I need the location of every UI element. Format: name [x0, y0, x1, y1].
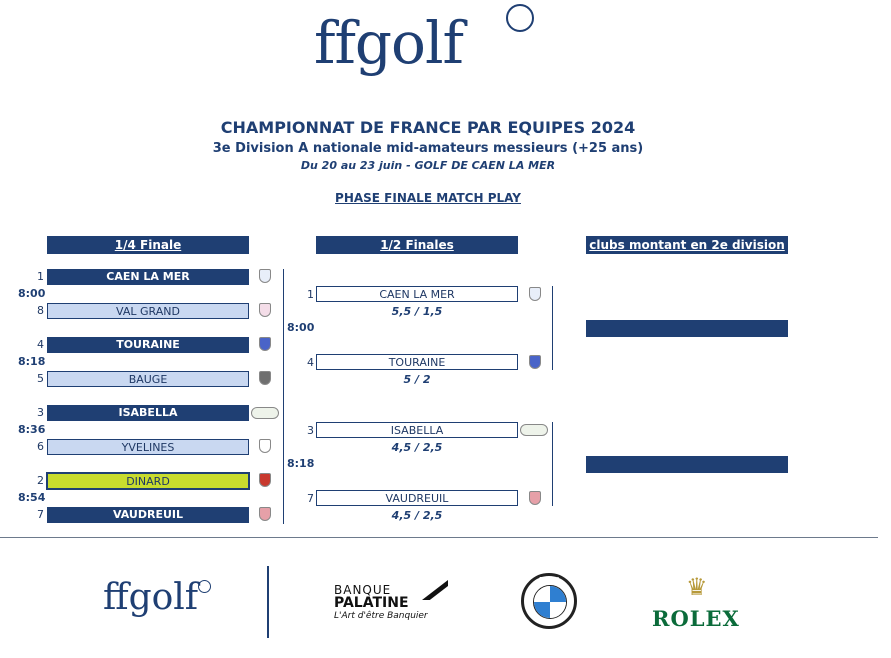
seed: 1: [37, 270, 44, 283]
division-subtitle: 3e Division A nationale mid-amateurs messieurs (+25 ans): [212, 141, 644, 156]
club-crest-icon: [529, 491, 541, 505]
match-time: 8:36: [18, 423, 46, 436]
rolex-logo: ROLEX: [652, 606, 740, 631]
team-cell: TOURAINE: [316, 354, 518, 370]
match-time: 8:00: [18, 287, 46, 300]
event-dates: Du 20 au 23 juin - GOLF DE CAEN LA MER: [300, 159, 556, 172]
bmw-letters: BMW: [538, 576, 560, 584]
team-cell: ISABELLA: [316, 422, 518, 438]
match-score: 5 / 2: [403, 373, 431, 386]
seed: 4: [37, 338, 44, 351]
banque-palatine-logo: [334, 583, 428, 621]
palatine-tagline: L'Art d'être Banquier: [334, 611, 428, 621]
seed: 5: [37, 372, 44, 385]
match-time: 8:00: [287, 321, 315, 334]
team-cell: VAUDREUIL: [47, 507, 249, 523]
bracket-line: [283, 269, 284, 524]
rooster-icon: [198, 580, 211, 593]
seed: 6: [37, 440, 44, 453]
semifinal-header[interactable]: 1/2 Finales: [316, 236, 518, 254]
team-cell: CAEN LA MER: [47, 269, 249, 285]
match-score: 4,5 / 2,5: [391, 441, 443, 454]
team-cell: TOURAINE: [47, 337, 249, 353]
team-cell: VAUDREUIL: [316, 490, 518, 506]
seed: 8: [37, 304, 44, 317]
club-logo-icon: [520, 424, 548, 436]
club-crest-icon: [259, 439, 271, 453]
seed: 1: [307, 288, 314, 301]
team-cell: YVELINES: [47, 439, 249, 455]
match-time: 8:18: [18, 355, 46, 368]
promoted-slot: [586, 320, 788, 337]
team-cell: ISABELLA: [47, 405, 249, 421]
team-cell: CAEN LA MER: [316, 286, 518, 302]
promoted-header[interactable]: clubs montant en 2e division: [586, 236, 788, 254]
match-score: 5,5 / 1,5: [391, 305, 443, 318]
bracket-line: [552, 422, 553, 506]
match-time: 8:54: [18, 491, 46, 504]
bmw-roundel-icon: [533, 585, 567, 619]
ffgolf-logo: ffgolf: [314, 9, 463, 77]
club-crest-icon: [259, 337, 271, 351]
match-time: 8:18: [287, 457, 315, 470]
club-crest-icon: [259, 303, 271, 317]
club-crest-icon: [529, 355, 541, 369]
seed: 4: [307, 356, 314, 369]
seed: 7: [307, 492, 314, 505]
phase-title[interactable]: PHASE FINALE MATCH PLAY: [335, 191, 521, 205]
ffgolf-footer-logo: ffgolf: [103, 577, 199, 618]
team-cell: BAUGE: [47, 371, 249, 387]
seed: 3: [307, 424, 314, 437]
bracket-line: [552, 286, 553, 370]
promoted-slot: [586, 456, 788, 473]
club-crest-icon: [529, 287, 541, 301]
club-crest-icon: [259, 473, 271, 487]
team-cell-highlighted: DINARD: [46, 472, 250, 490]
palatine-line2: PALATINE: [334, 595, 409, 611]
match-score: 4,5 / 2,5: [391, 509, 443, 522]
seed: 3: [37, 406, 44, 419]
quarterfinal-header[interactable]: 1/4 Finale: [47, 236, 249, 254]
team-cell: VAL GRAND: [47, 303, 249, 319]
rolex-crown-icon: ♛: [686, 573, 708, 601]
palatine-line1: BANQUE: [334, 583, 392, 597]
club-crest-icon: [259, 269, 271, 283]
seed: 2: [37, 474, 44, 487]
club-crest-icon: [259, 507, 271, 521]
club-crest-icon: [259, 371, 271, 385]
page-title: CHAMPIONNAT DE FRANCE PAR EQUIPES 2024: [220, 118, 636, 137]
footer-separator: [0, 537, 878, 538]
club-logo-icon: [251, 407, 279, 419]
bmw-logo: [521, 573, 577, 629]
seed: 7: [37, 508, 44, 521]
rooster-icon: [506, 4, 534, 32]
footer-divider: [267, 566, 269, 638]
